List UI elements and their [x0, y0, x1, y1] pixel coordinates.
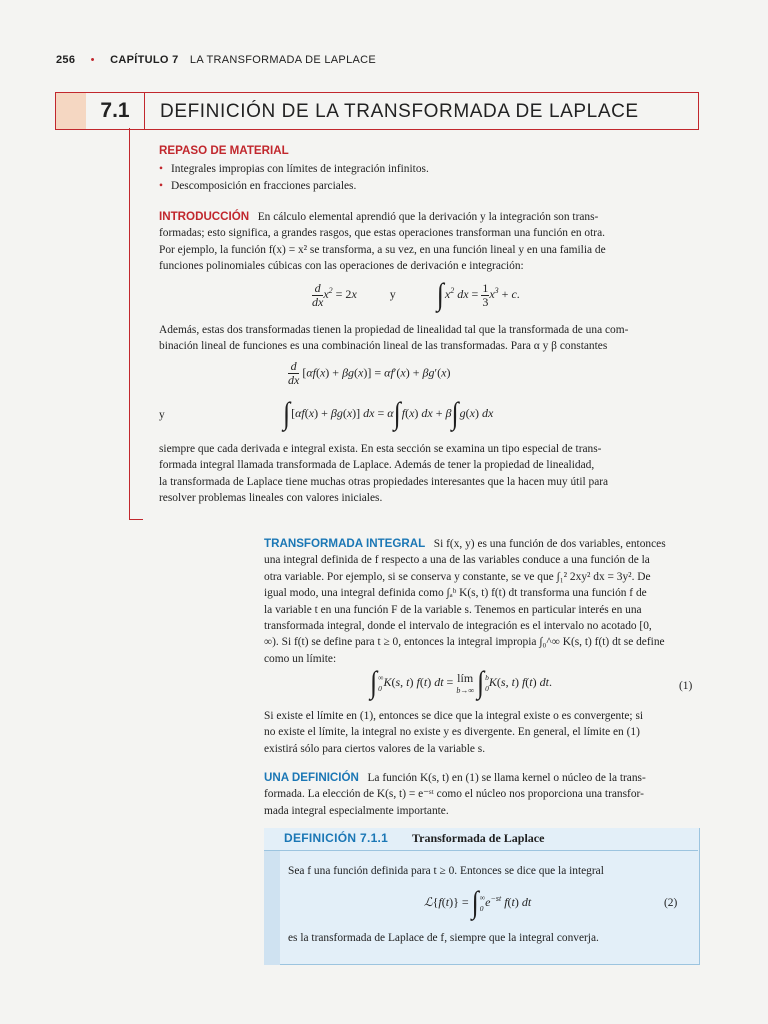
- integral-transform-heading: TRANSFORMADA INTEGRAL: [264, 537, 426, 550]
- section-rule: [129, 128, 130, 520]
- equation-number: (2): [664, 897, 678, 909]
- paragraph-line: otra variable. Por ejemplo, si se conserva y constante, se ve que ∫₁² 2xy² dx = 3y². De: [264, 570, 651, 583]
- section-number: 7.1: [100, 99, 130, 122]
- definition-line: Sea f una función definida para t ≥ 0. Entonces se dice que la integral: [288, 865, 604, 877]
- running-head: [56, 54, 376, 66]
- laplace-intro-paragraph: [159, 441, 699, 507]
- paragraph-line: Si f(x, y) es una función de dos variables, entonces: [433, 538, 666, 550]
- integral-transform-paragraph: [264, 536, 698, 667]
- review-block: [159, 143, 699, 194]
- paragraph-line: una integral definida de f respecto a una de las variables conduce a una función de la: [264, 554, 650, 567]
- paragraph-line: La función K(s, t) en (1) se llama kernel o núcleo de la trans-: [367, 772, 646, 784]
- intro-paragraph: [159, 209, 699, 275]
- equation-derivative-integral: $\frac{d}{dx}$ $x^2 = 2x$ y $\int x^2$ dx = $\frac{1}{3}$ $x^3 + c$.: [312, 277, 520, 312]
- section-divider: [144, 93, 145, 129]
- definition-label: DEFINICIÓN 7.1.1: [284, 831, 389, 845]
- definition-paragraph: [264, 770, 698, 819]
- paragraph-line: la transformada de Laplace tiene muchas otras propiedades interesantes que la hacen muy útil para: [159, 475, 609, 488]
- review-item: • Descomposición en fracciones parciales.: [159, 178, 699, 194]
- paragraph-line: la variable t en una función F de la variable s. Tenemos en particular interés en una: [264, 603, 642, 616]
- equation-integral-linearity: ∫[αf(x) + βg(x)] dx = α∫f(x) dx + β∫g(x) dx: [283, 396, 494, 431]
- chapter-title: LA TRANSFORMADA DE LAPLACE: [189, 54, 377, 66]
- convergence-paragraph: [264, 708, 698, 757]
- section-title: DEFINICIÓN DE LA TRANSFORMADA DE LAPLACE: [160, 101, 639, 122]
- section-rule-foot: [129, 519, 143, 520]
- linearity-line: Además, estas dos transformadas tienen la propiedad de linealidad tal que la transformada de una com-: [159, 324, 629, 336]
- equation-derivative-linearity: $\frac{d}{dx}$ [αf(x) + βg(x)] = αf′(x) + βg′(x): [288, 359, 451, 387]
- equation-laplace-definition: ℒ{f(t)} = ∫ ∞ 0 $e^{-st}$ f(t) dt: [424, 885, 532, 920]
- paragraph-line: ∞). Si f(t) se define para t ≥ 0, entonces la integral impropia ∫₀^∞ K(s, t) f(t) dt se define: [264, 636, 665, 649]
- intro-heading: INTRODUCCIÓN: [159, 210, 250, 223]
- definition-heading: UNA DEFINICIÓN: [264, 771, 359, 784]
- paragraph-line: existirá sólo para ciertos valores de la variable s.: [264, 742, 486, 755]
- chapter-label: CAPÍTULO 7: [110, 54, 179, 66]
- definition-box-header: [264, 828, 698, 851]
- review-list: [159, 161, 699, 194]
- conjunction-y: y: [159, 409, 165, 421]
- review-item: • Integrales impropias con límites de integración infinitos.: [159, 161, 699, 177]
- conjunction-y: y: [389, 286, 396, 301]
- linearity-paragraph: [159, 322, 699, 355]
- page-number: 256: [56, 54, 76, 66]
- paragraph-line: transformada integral, donde el intervalo de integración es el intervalo no acotado [0,: [264, 620, 652, 633]
- paragraph-line: como un límite:: [264, 652, 337, 665]
- linearity-line: binación lineal de funciones es una combinación lineal de las transformadas. Para α y β constantes: [159, 340, 608, 353]
- review-heading: REPASO DE MATERIAL: [159, 144, 289, 157]
- paragraph-line: formada. La elección de K(s, t) = e⁻ˢᵗ como el núcleo nos proporciona una transfor-: [264, 788, 644, 801]
- definition-line: es la transformada de Laplace de f, siempre que la integral converja.: [288, 932, 599, 944]
- paragraph-line: formada integral llamada transformada de Laplace. Además de tener la propiedad de linealidad,: [159, 459, 595, 472]
- equation-number: (1): [679, 680, 693, 692]
- equation-improper-integral: ∫ ∞ 0 K(s, t) f(t) dt = lím b→∞ ∫ b 0 K(s, t) f(t) dt.: [370, 665, 552, 700]
- bullet-dot: •: [90, 54, 95, 66]
- definition-name: Transformada de Laplace: [412, 831, 545, 845]
- intro-line: formadas; esto significa, a grandes rasgos, que estas operaciones transforman una función en otra.: [159, 227, 605, 240]
- intro-line: En cálculo elemental aprendió que la derivación y la integración son trans-: [257, 211, 599, 223]
- paragraph-line: no existe el límite, la integral no existe y es divergente. En general, el límite en (1): [264, 726, 640, 739]
- section-tint: [56, 93, 86, 129]
- paragraph-line: siempre que cada derivada e integral exista. En esta sección se examina un tipo especial de trans-: [159, 443, 602, 455]
- paragraph-line: mada integral especialmente importante.: [264, 804, 449, 817]
- paragraph-line: igual modo, una integral definida como ∫ₐᵇ K(s, t) f(t) dt transforma una función f de: [264, 587, 647, 600]
- section-header: [55, 92, 699, 130]
- intro-line: funciones polinomiales cúbicas con las operaciones de derivación e integración:: [159, 260, 524, 273]
- intro-line: Por ejemplo, la función f(x) = x² se transforma, a su vez, en una función lineal y en una familia de: [159, 243, 606, 256]
- paragraph-line: Si existe el límite en (1), entonces se dice que la integral existe o es convergente; si: [264, 710, 644, 722]
- paragraph-line: resolver problemas lineales con valores iniciales.: [159, 492, 383, 505]
